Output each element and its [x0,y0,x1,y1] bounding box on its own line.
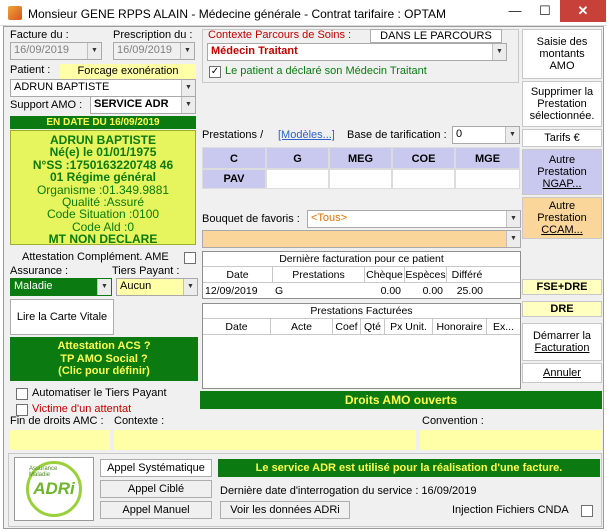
attestation-checkbox[interactable] [184,252,196,264]
tarifs-button[interactable]: Tarifs € [522,129,602,147]
facture-label: Facture du : [10,29,69,41]
maximize-button[interactable]: ☐ [539,3,551,18]
demarrer-line-1: Démarrer la [532,330,592,342]
acs-button[interactable] [10,337,198,381]
prestation-c[interactable]: C [202,147,266,169]
prescription-label: Prescription du : [113,29,193,41]
assurance-select[interactable] [10,278,112,296]
contexte-field[interactable] [114,430,416,450]
col-coef: Coef [333,319,361,335]
chevron-down-icon[interactable]: ▼ [181,80,195,96]
annuler-button[interactable] [522,363,602,383]
auto-tiers-checkbox[interactable] [16,388,28,400]
dre-button[interactable]: DRE [522,301,602,317]
row-prestations: G [275,285,284,297]
prestations-label: Prestations / [202,129,264,141]
chevron-down-icon[interactable]: ▼ [505,127,519,143]
prestations-grid [202,147,520,209]
attestation-label: Attestation Complément. AME [22,251,169,263]
facturees-title: Prestations Facturées [203,304,520,319]
declared-checkbox[interactable]: ✓ [210,66,220,77]
derniere-interrogation-text: Dernière date d'interrogation du service : 16/09/2019 [220,485,477,497]
supprimer-line-1: Supprimer la [530,86,594,98]
minimize-button[interactable]: — [508,3,522,18]
row-especes: 0.00 [422,285,443,297]
table-row[interactable] [203,283,520,299]
row-differe: 25.00 [456,285,483,297]
demarrer-line-2: Facturation [534,342,590,354]
card-qualite: Qualité :Assuré [61,195,145,210]
support-amo-select[interactable] [90,96,196,114]
card-mt: MT NON DECLARE [48,232,158,247]
chevron-down-icon[interactable]: ▼ [506,211,520,227]
assurance-value: Maladie [14,280,53,292]
fin-droits-amc-label: Fin de droits AMC : [10,415,104,427]
prestation-pav[interactable]: PAV [202,169,266,189]
patient-label: Patient : [10,64,51,76]
voir-donnees-adri-button[interactable]: Voir les données ADRi [220,501,350,519]
adri-logo [14,457,94,521]
saisie-line-3: AMO [549,60,575,72]
derniere-facturation-table [202,251,521,299]
context-legend: Contexte Parcours de Soins : [208,29,352,41]
chevron-down-icon[interactable]: ▼ [506,231,520,247]
forcage-exoneration-button[interactable]: Forcage exonération [60,64,196,79]
convention-label: Convention : [422,415,484,427]
fse-dre-button[interactable]: FSE+DRE [522,279,602,295]
ngap-line-1: Autre [548,154,576,166]
parcours-button[interactable]: DANS LE PARCOURS [370,29,502,43]
col-prestations: Prestations [273,267,365,283]
assurance-label: Assurance : [10,265,69,277]
prestation-coe[interactable]: COE [392,147,455,169]
chevron-down-icon[interactable]: ▼ [181,97,195,113]
chevron-down-icon[interactable]: ▼ [97,279,111,295]
col-honoraire: Honoraire [433,319,487,335]
prestation-empty[interactable] [455,169,520,189]
acs-line-3: (Clic pour définir) [58,365,150,377]
card-birth: Né(e) le 01/01/1975 [49,145,157,160]
injection-cnda-checkbox[interactable] [581,505,593,517]
col-ex: Ex... [492,321,514,333]
saisie-montants-button[interactable] [522,29,602,79]
ngap-line-3: NGAP... [542,178,582,190]
base-tarification-value: 0 [456,128,463,140]
modeles-link[interactable]: [Modèles...] [278,129,335,141]
facture-date-value: 16/09/2019 [14,44,70,56]
tiers-payant-value: Aucun [120,280,152,292]
card-ald: Code Ald :0 [71,219,135,234]
date-info-banner: EN DATE DU 16/09/2019 [10,116,196,129]
row-date: 12/09/2019 [205,285,258,297]
col-px-unit: Px Unit. [385,319,433,335]
saisie-line-2: montants [539,48,585,60]
prestation-g[interactable]: G [266,147,329,169]
prestation-mge[interactable]: MGE [455,147,520,169]
col-differe: Différé [451,269,483,281]
row-cheque: 0.00 [380,285,401,297]
droits-amo-banner: Droits AMO ouverts [200,391,602,409]
chevron-down-icon[interactable]: ▼ [87,43,101,59]
ccam-line-3: CCAM... [541,224,583,236]
medecin-value: Médecin Traitant [211,45,298,57]
demarrer-facturation-button[interactable] [522,323,602,361]
prescription-date-value: 16/09/2019 [117,44,173,56]
ccam-button[interactable] [522,197,602,239]
ngap-button[interactable] [522,149,602,195]
declared-label: Le patient a déclaré son Médecin Traitant [225,65,427,77]
derniere-title: Dernière facturation pour ce patient [203,252,520,267]
fin-droits-amc-field[interactable] [10,430,110,450]
patient-card-info [10,130,196,245]
victime-label: Victime d'un attentat [32,403,132,415]
col-qte: Qté [361,319,385,335]
tiers-payant-label: Tiers Payant : [112,265,180,277]
support-amo-label: Support AMO : [10,99,83,111]
annuler-label: Annuler [543,367,581,379]
base-tarification-label: Base de tarification : [347,129,447,141]
auto-tiers-label: Automatiser le Tiers Payant [32,387,167,399]
facturees-header [203,319,520,335]
base-tarification-select[interactable] [452,126,520,144]
bouquet-select[interactable] [307,210,521,228]
facture-date-field[interactable] [10,42,102,60]
prescription-date-field[interactable] [113,42,195,60]
tiers-payant-select[interactable] [116,278,198,296]
support-amo-value: SERVICE ADR [94,98,169,110]
supprimer-line-2: Prestation [537,98,587,110]
ngap-line-2: Prestation [537,166,587,178]
col-cheque: Chèque [365,267,405,283]
prestations-facturees-table [202,303,521,389]
card-nss: N°SS :1750163220748 46 [32,157,174,172]
patient-name-value: ADRUN BAPTISTE [14,81,110,93]
saisie-line-1: Saisie des [536,36,588,48]
close-button[interactable]: ✕ [560,0,606,22]
col-acte: Acte [271,319,333,335]
medecin-select[interactable] [207,43,507,61]
card-regime: 01 Régime général [49,170,157,185]
chevron-down-icon[interactable]: ▼ [180,43,194,59]
chevron-down-icon[interactable]: ▼ [492,44,506,60]
lire-carte-vitale-button[interactable]: Lire la Carte Vitale [10,299,114,335]
bouquet-label: Bouquet de favoris : [202,213,300,225]
ccam-line-2: Prestation [537,212,587,224]
convention-field[interactable] [420,430,602,450]
adr-note-banner: Le service ADR est utilisé pour la réalisation d'une facture. [218,459,600,477]
prestation-empty[interactable] [392,169,455,189]
appel-manuel-button[interactable]: Appel Manuel [100,501,212,519]
appel-cible-button[interactable]: Appel Ciblé [100,480,212,498]
ccam-line-1: Autre [548,200,576,212]
contexte-label: Contexte : [114,415,165,427]
main-window [3,26,604,529]
favoris-select[interactable] [202,230,521,248]
acs-line-2: TP AMO Social ? [60,352,148,365]
app-icon [8,6,22,20]
card-organisme: Organisme :01.349.9881 [36,182,170,197]
prestation-empty[interactable] [266,169,329,189]
col-date: Date [203,267,273,283]
bouquet-value: <Tous> [311,212,348,224]
title-bar [0,0,607,26]
logo-ring-text: Assurance Maladie [29,466,58,478]
patient-select[interactable] [10,79,196,97]
supprimer-line-3: sélectionnée. [529,110,595,122]
acs-line-1: Attestation ACS ? [57,340,151,352]
injection-cnda-label: Injection Fichiers CNDA [452,504,569,516]
card-name: ADRUN BAPTISTE [49,133,156,147]
logo-text: ADRi [33,479,75,498]
supprimer-prestation-button[interactable] [522,81,602,127]
derniere-header [203,267,520,283]
window-title: Monsieur GENE RPPS ALAIN - Médecine générale - Contrat tarifaire : OPTAM [28,7,446,21]
card-situation: Code Situation :0100 [46,207,160,222]
prestation-empty[interactable] [329,169,392,189]
chevron-down-icon[interactable]: ▼ [183,279,197,295]
col-date: Date [203,319,271,335]
appel-systematique-button[interactable]: Appel Systématique [100,459,212,477]
prestation-meg[interactable]: MEG [329,147,392,169]
col-especes: Espèces [405,269,446,281]
